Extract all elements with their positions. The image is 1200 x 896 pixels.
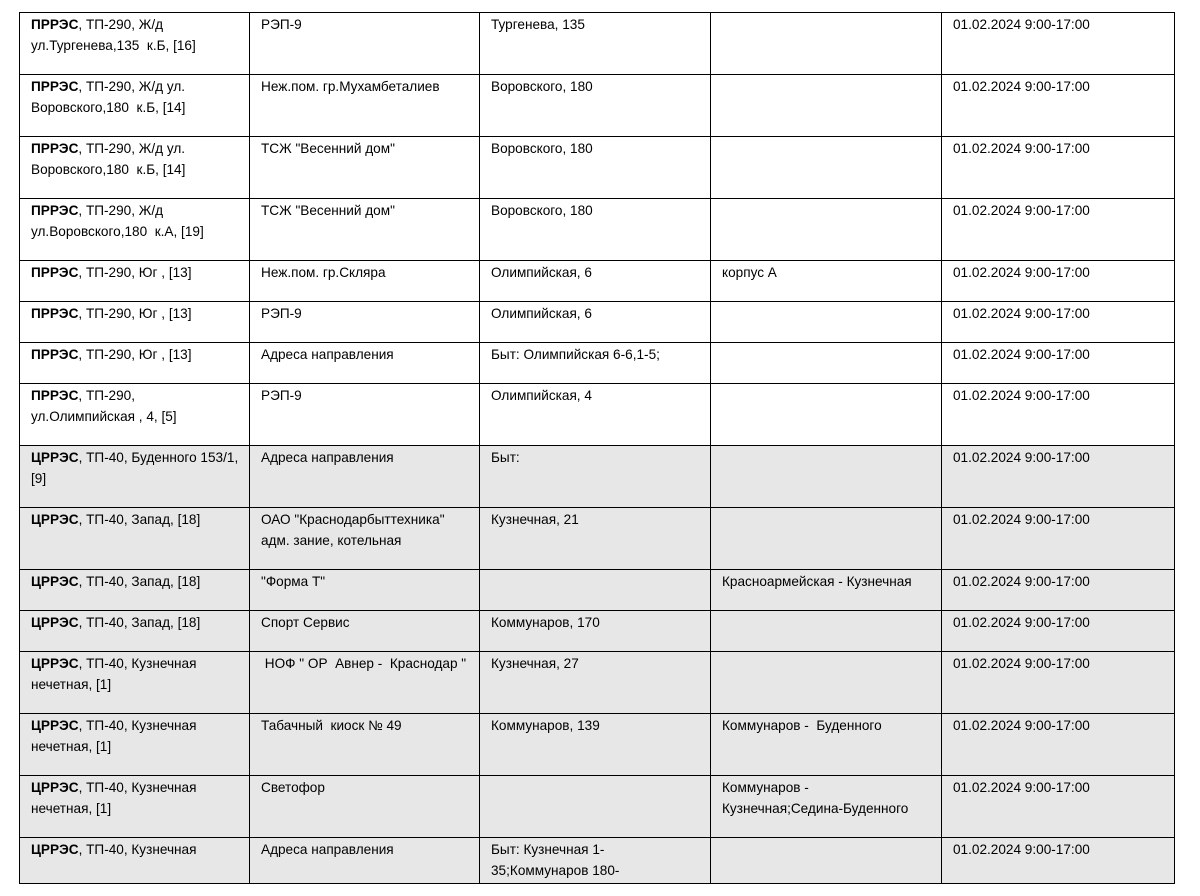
region-label: ПРРЭС: [31, 141, 79, 156]
consumer-cell: РЭП-9: [250, 384, 480, 446]
address-cell: [480, 776, 711, 838]
feeder-text: , ТП-40, Буденного 153/1, [9]: [31, 450, 242, 486]
consumer-cell: Неж.пом. гр.Мухамбеталиев: [250, 75, 480, 137]
period-cell: 01.02.2024 9:00-17:00: [942, 384, 1175, 446]
region-label: ЦРРЭС: [31, 842, 79, 857]
table-row: [20, 611, 1175, 652]
feeder-text: , ТП-290, ул.Олимпийская , 4, [5]: [31, 388, 177, 424]
feeder-cell: [20, 714, 250, 776]
address-cell: Олимпийская, 6: [480, 261, 711, 302]
feeder-cell: [20, 776, 250, 838]
table-row: [20, 384, 1175, 446]
address-cell: Быт: Кузнечная 1-35;Коммунаров 180-: [480, 838, 711, 884]
table-row: [20, 343, 1175, 384]
feeder-text: , ТП-290, Ж/д ул.Воровского,180 к.А, [19]: [31, 203, 204, 239]
note-cell: [711, 137, 942, 199]
consumer-cell: Адреса направления: [250, 343, 480, 384]
period-cell: 01.02.2024 9:00-17:00: [942, 199, 1175, 261]
period-cell: 01.02.2024 9:00-17:00: [942, 508, 1175, 570]
region-label: ПРРЭС: [31, 79, 79, 94]
consumer-cell: ОАО "Краснодарбыттехника" адм. зание, котельная: [250, 508, 480, 570]
feeder-cell: [20, 199, 250, 261]
feeder-cell: [20, 302, 250, 343]
region-label: ПРРЭС: [31, 203, 79, 218]
address-cell: Кузнечная, 27: [480, 652, 711, 714]
note-cell: [711, 302, 942, 343]
table-row: [20, 508, 1175, 570]
feeder-text: , ТП-40, Запад, [18]: [78, 615, 201, 630]
table-row: [20, 261, 1175, 302]
feeder-text: , ТП-40, Кузнечная нечетная, [1]: [31, 656, 201, 692]
table-row: [20, 838, 1175, 884]
note-cell: [711, 13, 942, 75]
period-cell: 01.02.2024 9:00-17:00: [942, 446, 1175, 508]
consumer-cell: Спорт Сервис: [250, 611, 480, 652]
feeder-cell: [20, 652, 250, 714]
note-cell: корпус А: [711, 261, 942, 302]
table-row: [20, 776, 1175, 838]
region-label: ЦРРЭС: [31, 574, 79, 589]
feeder-text: , ТП-40, Кузнечная нечетная, [1]: [31, 780, 201, 816]
feeder-cell: [20, 384, 250, 446]
feeder-cell: [20, 838, 250, 884]
note-cell: Красноармейская - Кузнечная: [711, 570, 942, 611]
feeder-cell: [20, 137, 250, 199]
region-label: ЦРРЭС: [31, 780, 79, 795]
table-body: [20, 13, 1175, 884]
region-label: ПРРЭС: [31, 388, 79, 403]
address-cell: Быт: Олимпийская 6-6,1-5;: [480, 343, 711, 384]
note-cell: [711, 508, 942, 570]
consumer-cell: НОФ " ОР Авнер - Краснодар ": [250, 652, 480, 714]
feeder-cell: [20, 611, 250, 652]
feeder-text: , ТП-40, Запад, [18]: [78, 512, 201, 527]
feeder-cell: [20, 446, 250, 508]
note-cell: [711, 75, 942, 137]
region-label: ЦРРЭС: [31, 450, 79, 465]
feeder-text: , ТП-290, Ж/д ул. Воровского,180 к.Б, [14]: [31, 79, 189, 115]
table-row: [20, 570, 1175, 611]
table-row: [20, 13, 1175, 75]
consumer-cell: Адреса направления: [250, 838, 480, 884]
consumer-cell: РЭП-9: [250, 13, 480, 75]
consumer-cell: Табачный киоск № 49: [250, 714, 480, 776]
feeder-cell: [20, 75, 250, 137]
region-label: ПРРЭС: [31, 265, 79, 280]
consumer-cell: Светофор: [250, 776, 480, 838]
table-row: [20, 75, 1175, 137]
feeder-cell: [20, 13, 250, 75]
table-row: [20, 137, 1175, 199]
consumer-cell: Неж.пом. гр.Скляра: [250, 261, 480, 302]
period-cell: 01.02.2024 9:00-17:00: [942, 570, 1175, 611]
period-cell: 01.02.2024 9:00-17:00: [942, 75, 1175, 137]
region-label: ПРРЭС: [31, 347, 79, 362]
feeder-cell: [20, 508, 250, 570]
note-cell: Коммунаров - Кузнечная;Седина-Буденного: [711, 776, 942, 838]
feeder-cell: [20, 261, 250, 302]
address-cell: Воровского, 180: [480, 137, 711, 199]
feeder-text: , ТП-290, Юг , [13]: [78, 306, 192, 321]
period-cell: 01.02.2024 9:00-17:00: [942, 302, 1175, 343]
period-cell: 01.02.2024 9:00-17:00: [942, 611, 1175, 652]
address-cell: Воровского, 180: [480, 199, 711, 261]
feeder-text: , ТП-290, Ж/д ул.Тургенева,135 к.Б, [16]: [31, 17, 196, 53]
consumer-cell: ТСЖ "Весенний дом": [250, 199, 480, 261]
consumer-cell: "Форма Т": [250, 570, 480, 611]
table-row: [20, 302, 1175, 343]
note-cell: Коммунаров - Буденного: [711, 714, 942, 776]
table-row: [20, 446, 1175, 508]
address-cell: [480, 570, 711, 611]
note-cell: [711, 611, 942, 652]
consumer-cell: РЭП-9: [250, 302, 480, 343]
period-cell: 01.02.2024 9:00-17:00: [942, 714, 1175, 776]
table-row: [20, 714, 1175, 776]
period-cell: 01.02.2024 9:00-17:00: [942, 343, 1175, 384]
feeder-text: , ТП-290, Юг , [13]: [78, 347, 192, 362]
address-cell: Олимпийская, 4: [480, 384, 711, 446]
period-cell: 01.02.2024 9:00-17:00: [942, 137, 1175, 199]
period-cell: 01.02.2024 9:00-17:00: [942, 13, 1175, 75]
note-cell: [711, 652, 942, 714]
feeder-text: , ТП-40, Запад, [18]: [78, 574, 201, 589]
period-cell: 01.02.2024 9:00-17:00: [942, 776, 1175, 838]
feeder-cell: [20, 570, 250, 611]
period-cell: 01.02.2024 9:00-17:00: [942, 838, 1175, 884]
address-cell: Олимпийская, 6: [480, 302, 711, 343]
consumer-cell: Адреса направления: [250, 446, 480, 508]
note-cell: [711, 446, 942, 508]
address-cell: Тургенева, 135: [480, 13, 711, 75]
consumer-cell: ТСЖ "Весенний дом": [250, 137, 480, 199]
address-cell: Коммунаров, 170: [480, 611, 711, 652]
note-cell: [711, 384, 942, 446]
region-label: ЦРРЭС: [31, 656, 79, 671]
region-label: ЦРРЭС: [31, 512, 79, 527]
note-cell: [711, 838, 942, 884]
region-label: ПРРЭС: [31, 17, 79, 32]
feeder-text: , ТП-40, Кузнечная: [78, 842, 197, 857]
address-cell: Воровского, 180: [480, 75, 711, 137]
address-cell: Кузнечная, 21: [480, 508, 711, 570]
region-label: ЦРРЭС: [31, 718, 79, 733]
feeder-text: , ТП-40, Кузнечная нечетная, [1]: [31, 718, 201, 754]
address-cell: Быт:: [480, 446, 711, 508]
note-cell: [711, 343, 942, 384]
table-row: [20, 652, 1175, 714]
region-label: ПРРЭС: [31, 306, 79, 321]
feeder-text: , ТП-290, Юг , [13]: [78, 265, 192, 280]
period-cell: 01.02.2024 9:00-17:00: [942, 652, 1175, 714]
note-cell: [711, 199, 942, 261]
feeder-text: , ТП-290, Ж/д ул. Воровского,180 к.Б, [14]: [31, 141, 189, 177]
outage-schedule-table: [19, 12, 1175, 884]
table-row: [20, 199, 1175, 261]
address-cell: Коммунаров, 139: [480, 714, 711, 776]
region-label: ЦРРЭС: [31, 615, 79, 630]
period-cell: 01.02.2024 9:00-17:00: [942, 261, 1175, 302]
feeder-cell: [20, 343, 250, 384]
